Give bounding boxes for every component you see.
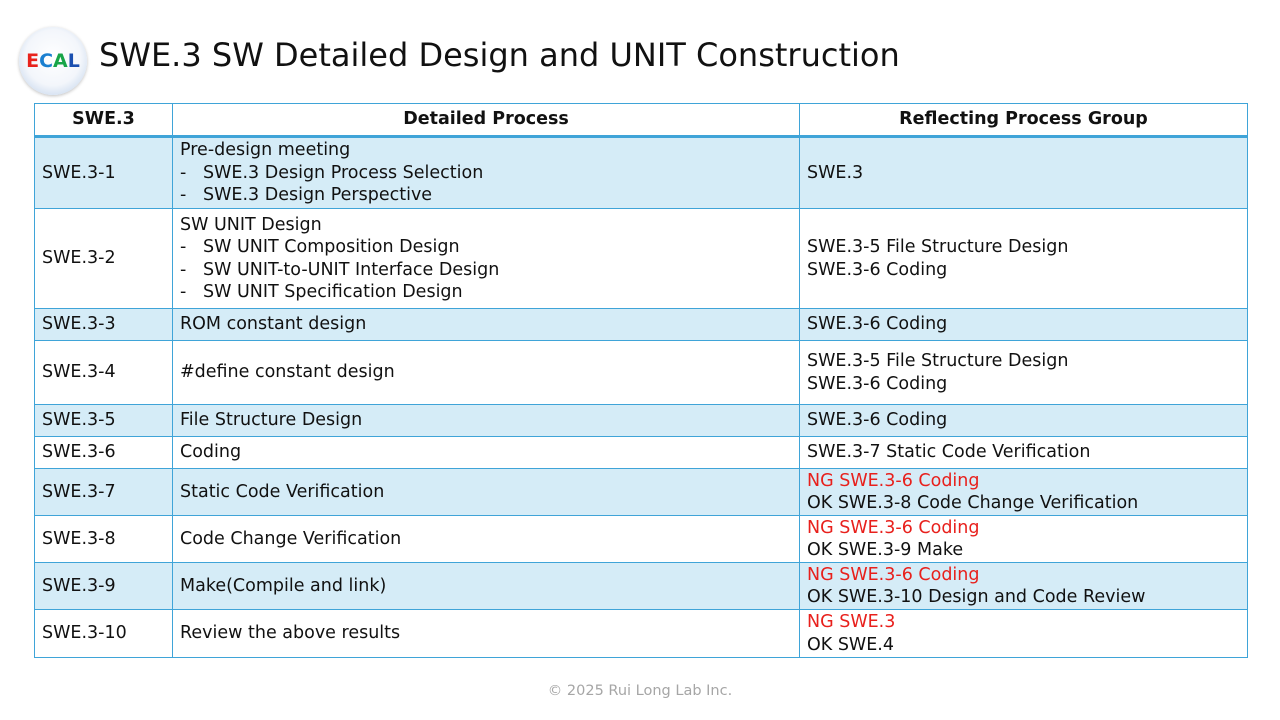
- reflecting-group-cell: [800, 563, 1248, 610]
- detailed-process-cell: [173, 209, 800, 309]
- detailed-process-cell: [173, 610, 800, 658]
- process-id-cell: SWE.3-8: [35, 516, 173, 563]
- table-row: [35, 405, 1248, 437]
- detailed-process-cell: [173, 341, 800, 405]
- reflect-line: SWE.3-6 Coding: [807, 259, 948, 280]
- table-body: [35, 137, 1248, 658]
- reflecting-group-cell: [800, 469, 1248, 516]
- process-subitem: - SW UNIT-to-UNIT Interface Design: [180, 259, 500, 280]
- process-title: ROM constant design: [180, 314, 367, 335]
- ng-result-line: NG SWE.3-6 Coding: [807, 470, 980, 491]
- reflect-line: OK SWE.3-9 Make: [807, 540, 964, 560]
- table-row: [35, 610, 1248, 658]
- reflecting-group-cell: [800, 341, 1248, 405]
- copyright-footer: © 2025 Rui Long Lab Inc.: [547, 683, 733, 699]
- process-id-cell: SWE.3-3: [35, 309, 173, 341]
- reflecting-group-cell: [800, 437, 1248, 469]
- detailed-process-cell: [173, 563, 800, 610]
- process-subitem: - SW UNIT Specification Design: [180, 282, 463, 302]
- process-id-cell: SWE.3-6: [35, 437, 173, 469]
- process-title: File Structure Design: [180, 410, 363, 431]
- process-title: Code Change Verification: [180, 528, 402, 549]
- table-row: [35, 341, 1248, 405]
- reflect-line: SWE.3-6 Coding: [807, 373, 948, 394]
- reflect-line: SWE.3-5 File Structure Design: [807, 351, 1069, 371]
- logo-letter-l: L: [67, 50, 80, 72]
- table-row: [35, 563, 1248, 610]
- ng-result-line: NG SWE.3: [807, 612, 896, 632]
- page-title: SWE.3 SW Detailed Design and UNIT Construction: [99, 36, 900, 74]
- detailed-process-cell: [173, 516, 800, 563]
- process-title: Coding: [180, 442, 242, 463]
- table-row: [35, 437, 1248, 469]
- reflect-line: OK SWE.4: [807, 634, 894, 655]
- reflect-line: SWE.3-5 File Structure Design: [807, 237, 1069, 257]
- process-id-cell: SWE.3-4: [35, 341, 173, 405]
- ng-result-line: NG SWE.3-6 Coding: [807, 517, 980, 538]
- process-subitem: - SWE.3 Design Process Selection: [180, 162, 484, 183]
- column-header-swe3: SWE.3: [35, 104, 173, 137]
- process-id-cell: SWE.3-1: [35, 137, 173, 209]
- process-id-cell: SWE.3-9: [35, 563, 173, 610]
- reflect-line: SWE.3-7 Static Code Verification: [807, 442, 1091, 463]
- reflecting-group-cell: [800, 516, 1248, 563]
- process-id-cell: SWE.3-10: [35, 610, 173, 658]
- column-header-reflecting-group: Reflecting Process Group: [800, 104, 1248, 137]
- column-header-detailed-process: Detailed Process: [173, 104, 800, 137]
- logo-letter-a: A: [53, 50, 68, 72]
- process-subitem: - SWE.3 Design Perspective: [180, 185, 433, 206]
- process-title: SW UNIT Design: [180, 214, 322, 235]
- detailed-process-cell: [173, 137, 800, 209]
- reflecting-group-cell: [800, 137, 1248, 209]
- reflect-line: SWE.3-6 Coding: [807, 410, 948, 431]
- process-title: Review the above results: [180, 623, 401, 644]
- table-row: [35, 309, 1248, 341]
- ecal-logo: [19, 27, 87, 95]
- reflecting-group-cell: [800, 209, 1248, 309]
- table-row: [35, 469, 1248, 516]
- process-title: #define constant design: [180, 362, 395, 383]
- ng-result-line: NG SWE.3-6 Coding: [807, 564, 980, 585]
- process-id-cell: SWE.3-2: [35, 209, 173, 309]
- reflect-line: OK SWE.3-10 Design and Code Review: [807, 587, 1146, 607]
- process-title: Make(Compile and link): [180, 575, 387, 596]
- reflecting-group-cell: [800, 405, 1248, 437]
- reflect-line: SWE.3-6 Coding: [807, 314, 948, 335]
- process-title: Static Code Verification: [180, 481, 385, 502]
- table-header-row: [35, 104, 1248, 137]
- reflect-line: SWE.3: [807, 162, 864, 183]
- table-row: [35, 137, 1248, 209]
- table-row: [35, 209, 1248, 309]
- reflect-line: OK SWE.3-8 Code Change Verification: [807, 493, 1139, 513]
- detailed-process-cell: [173, 309, 800, 341]
- reflecting-group-cell: [800, 309, 1248, 341]
- detailed-process-cell: [173, 469, 800, 516]
- process-table: [34, 103, 1248, 658]
- detailed-process-cell: [173, 405, 800, 437]
- process-id-cell: SWE.3-7: [35, 469, 173, 516]
- reflecting-group-cell: [800, 610, 1248, 658]
- process-title: Pre-design meeting: [180, 140, 351, 161]
- table-row: [35, 516, 1248, 563]
- process-id-cell: SWE.3-5: [35, 405, 173, 437]
- logo-letter-e: E: [26, 50, 40, 72]
- detailed-process-cell: [173, 437, 800, 469]
- logo-lettering: [26, 50, 80, 72]
- process-subitem: - SW UNIT Composition Design: [180, 237, 460, 257]
- logo-letter-c: C: [39, 50, 54, 72]
